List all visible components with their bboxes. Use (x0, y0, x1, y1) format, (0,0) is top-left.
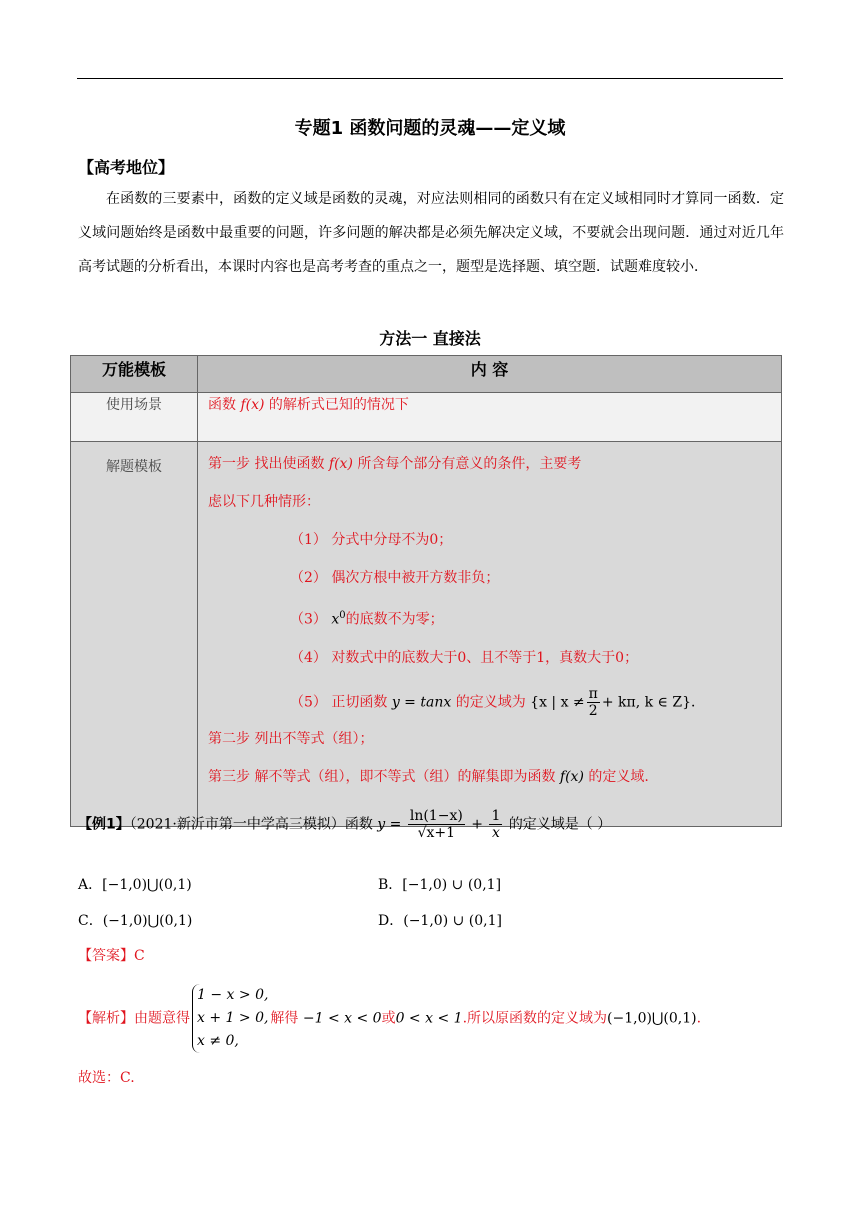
conclusion: 故选：C. (78, 1070, 135, 1086)
page-title: 专题1 函数问题的灵魂——定义域 (294, 118, 566, 139)
table-row-template (71, 442, 782, 827)
step-1: 第一步 找出使函数 f(x) 所含每个部分有意义的条件，主要考 (208, 456, 582, 472)
method-title: 方法一 直接法 (379, 329, 481, 348)
step-2: 第二步 列出不等式（组）； (208, 730, 374, 747)
scene-label: 使用场景 (71, 393, 198, 442)
answer: 【答案】C (78, 948, 145, 964)
header-content: 内 容 (198, 356, 782, 393)
case-5: （5） 正切函数 y = tanx 的定义域为 {x | x ≠ $\frac{\pi}{2}$ + kπ, k ∈ Z}． (290, 685, 706, 719)
option-b[interactable]: B．[−1,0) ∪ (0,1] (378, 877, 502, 893)
pi-half-fraction: $\frac{\pi}{2}$ (588, 685, 598, 719)
fraction-ln: $\frac{\ln(1-x)}{√x+1}$ (409, 808, 463, 841)
template-label: 解题模板 (71, 442, 198, 827)
table-row-scene (71, 393, 782, 442)
header-template: 万能模板 (71, 356, 198, 393)
option-d[interactable]: D．(−1,0) ∪ (0,1] (378, 913, 502, 929)
case-3: （3） $x^0$的底数不为零； (290, 610, 444, 628)
template-content (198, 442, 782, 827)
analysis: 【解析】由题意得 1 − x > 0, x + 1 > 0, x ≠ 0, 解得 −1 < x < 0或0 < x < 1.所以原函数的定义域为(−1,0)⋃(0,1). (78, 984, 788, 1053)
table-header-row (71, 356, 782, 393)
fraction-reciprocal: $\frac{1}{x}$ (491, 808, 501, 841)
option-a[interactable]: A．[−1,0)⋃(0,1) (78, 877, 192, 893)
step-3: 第三步 解不等式（组），即不等式（组）的解集即为函数 f(x) 的定义域. (208, 768, 649, 785)
case-2: （2） 偶次方根中被开方数非负； (290, 570, 500, 586)
section-header: 【高考地位】 (78, 158, 175, 177)
example-question: 【例1】（2021·新沂市第一中学高三模拟）函数 y = $\frac{\ln(1-x)}{√x+1}$ + $\frac{1}{x}$ 的定义域是（ ） (78, 808, 612, 841)
case-4: （4） 对数式中的底数大于0、且不等于1，真数大于0； (290, 649, 639, 666)
intro-paragraph: 在函数的三要素中，函数的定义域是函数的灵魂，对应法则相同的函数只有在定义域相同时才算同一函数．定义域问题始终是函数中最重要的问题，许多问题的解决都是必须先解决定义域，不要就会出现问题．通过对近几年高考试题的分析看出，本课时内容也是高考考查的重点之一，题型是选择题、填空题．试题难度较小． (78, 191, 784, 275)
option-c[interactable]: C．(−1,0)⋃(0,1) (78, 913, 193, 929)
step-1-cont: 虑以下几种情形： (208, 494, 320, 510)
scene-content: 函数 f(x) 的解析式已知的情况下 (198, 393, 782, 442)
top-rule (77, 78, 783, 79)
case-1: （1） 分式中分母不为0； (290, 532, 453, 548)
inequality-system: 1 − x > 0, x + 1 > 0, x ≠ 0, (192, 984, 268, 1053)
template-table (70, 355, 782, 827)
